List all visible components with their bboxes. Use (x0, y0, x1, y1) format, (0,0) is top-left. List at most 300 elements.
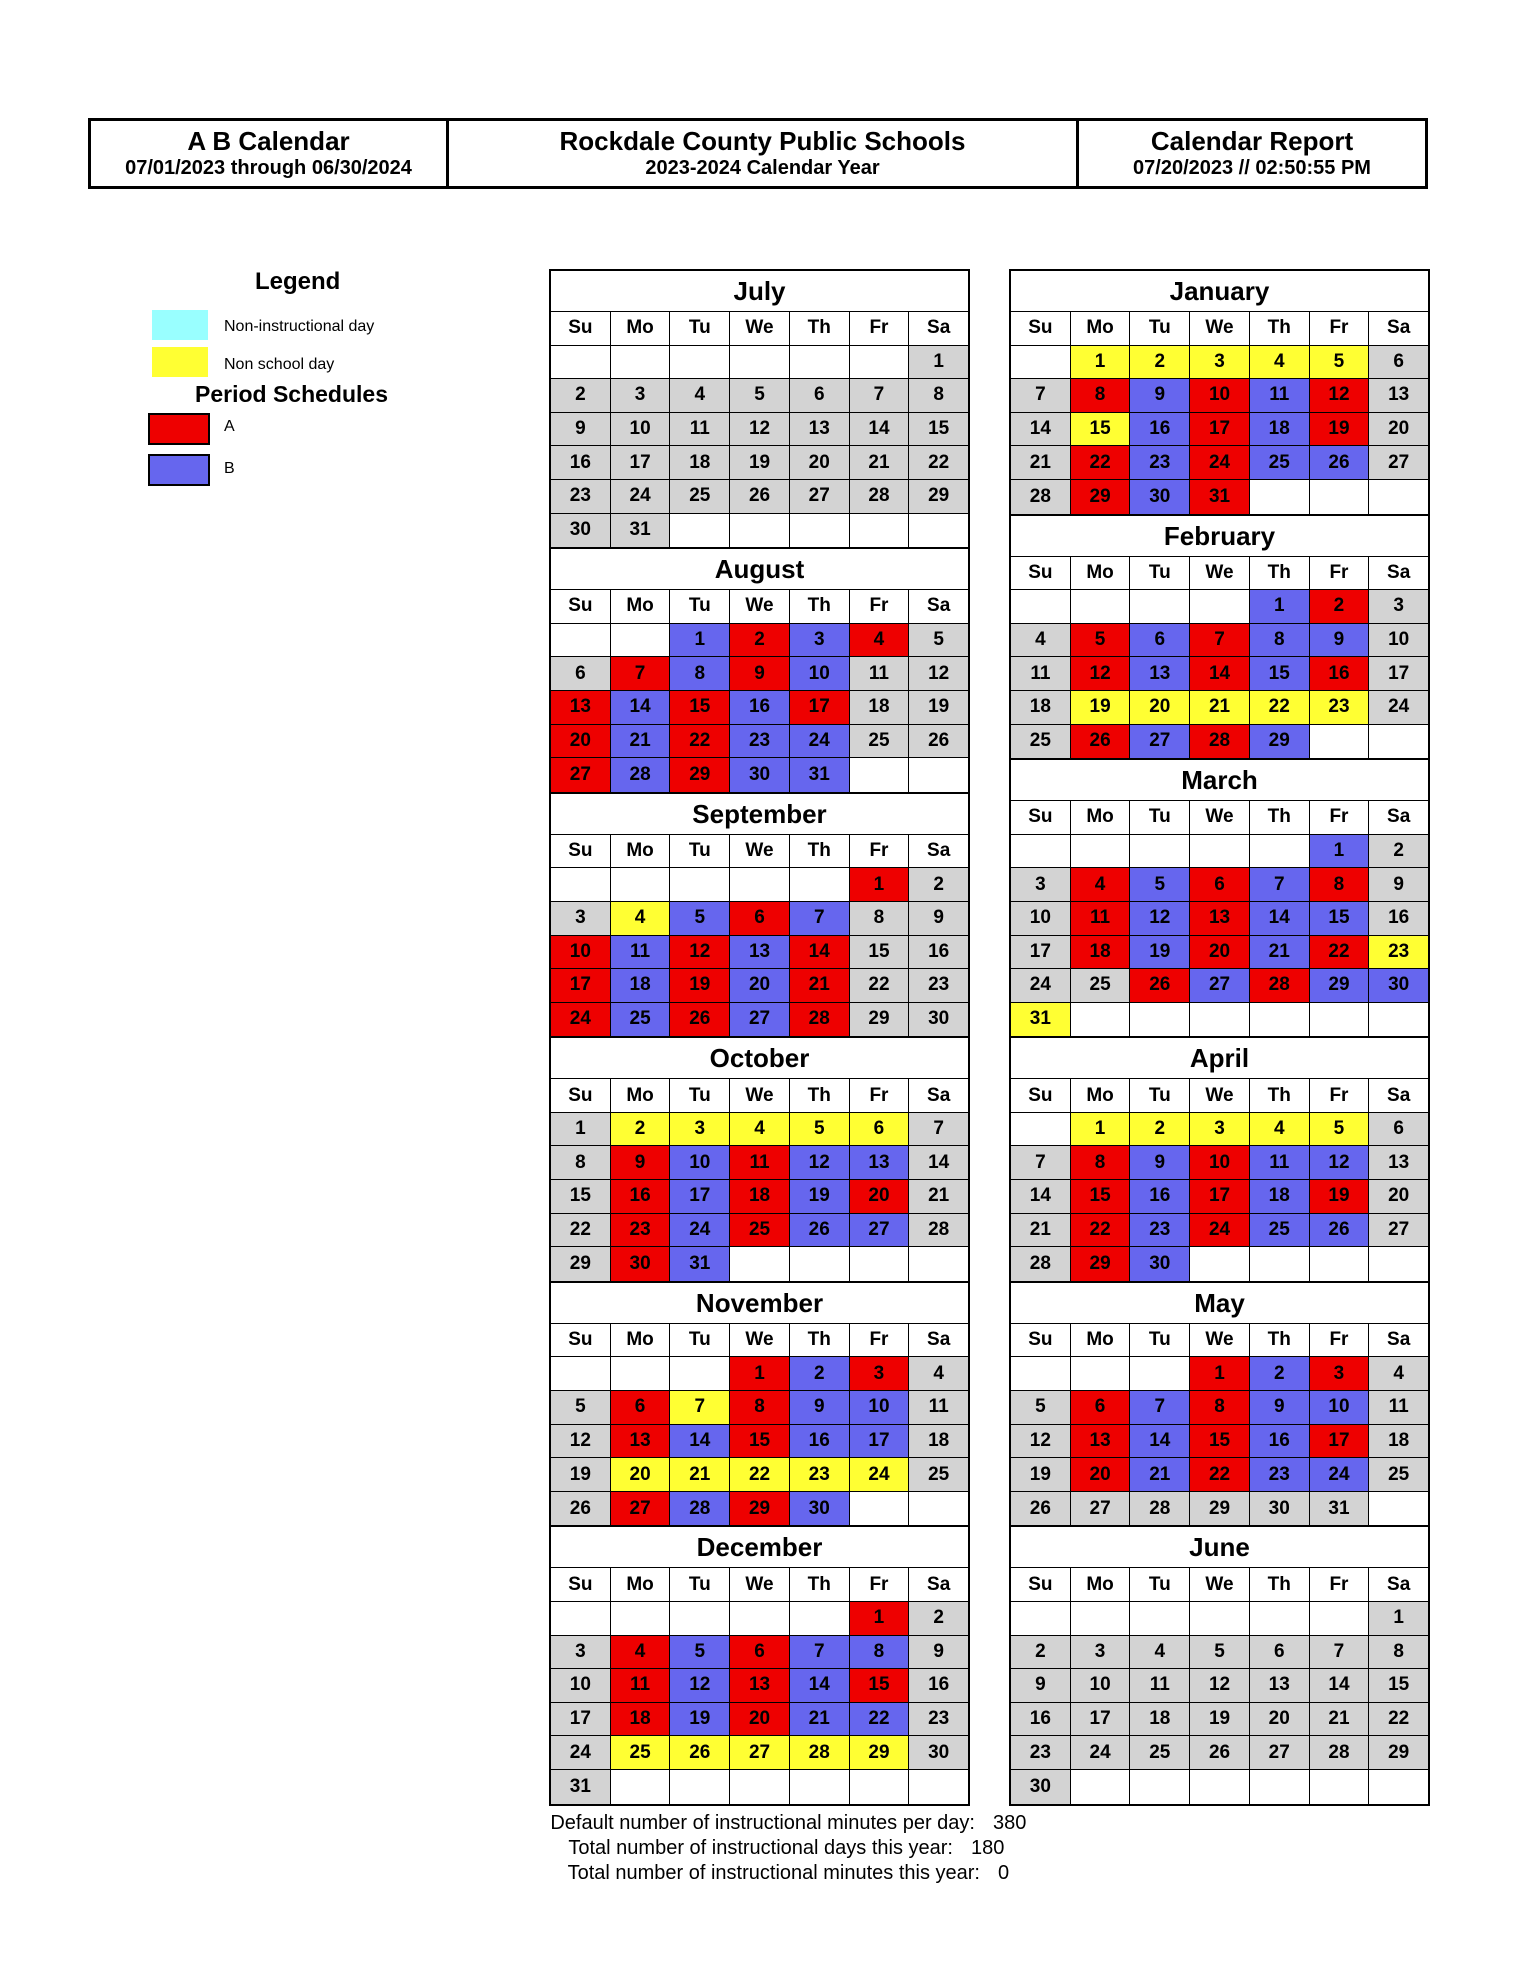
week-row (1011, 1425, 1428, 1459)
day-cell: 23 (909, 969, 968, 1003)
day-cell: 19 (1071, 691, 1131, 725)
weekday-label: Fr (850, 1324, 910, 1358)
day-cell: 22 (670, 725, 730, 759)
day-cell: 22 (909, 446, 968, 480)
day-cell: 12 (551, 1425, 611, 1459)
week-row (551, 1391, 968, 1425)
day-cell: 22 (1071, 446, 1131, 480)
empty-cell (790, 1602, 850, 1636)
day-cell: 17 (1190, 413, 1250, 447)
report-timestamp: 07/20/2023 // 02:50:55 PM (1133, 156, 1371, 179)
day-cell: 22 (850, 1703, 910, 1737)
day-cell: 5 (1071, 624, 1131, 658)
empty-cell (670, 1602, 730, 1636)
day-cell: 12 (1130, 902, 1190, 936)
empty-cell (730, 1770, 790, 1804)
weekday-header-row (1011, 1324, 1428, 1358)
week-row (1011, 868, 1428, 902)
week-row (551, 1669, 968, 1703)
day-cell: 24 (1190, 446, 1250, 480)
day-cell: 17 (551, 969, 611, 1003)
day-cell: 28 (670, 1492, 730, 1526)
day-cell: 26 (730, 480, 790, 514)
day-cell: 28 (1011, 1247, 1071, 1281)
weekday-label: Mo (1071, 1568, 1131, 1602)
day-cell: 3 (670, 1113, 730, 1147)
week-row (1011, 1391, 1428, 1425)
day-cell: 22 (1369, 1703, 1428, 1737)
empty-cell (611, 868, 671, 902)
empty-cell (1369, 725, 1428, 759)
day-cell: 25 (1250, 446, 1310, 480)
month-july (549, 269, 970, 547)
empty-cell (1190, 1770, 1250, 1804)
month-title: February (1011, 516, 1428, 557)
weekday-label: Fr (1310, 1568, 1370, 1602)
day-cell: 21 (909, 1180, 968, 1214)
period-schedules-title: Period Schedules (195, 381, 389, 407)
empty-cell (1011, 590, 1071, 624)
day-cell: 7 (1130, 1391, 1190, 1425)
weekday-header-row (1011, 1568, 1428, 1602)
day-cell: 27 (1250, 1736, 1310, 1770)
day-cell: 29 (551, 1247, 611, 1281)
day-cell: 7 (790, 902, 850, 936)
weekday-label: We (730, 590, 790, 624)
day-cell: 30 (790, 1492, 850, 1526)
week-row (551, 480, 968, 514)
day-cell: 11 (1369, 1391, 1428, 1425)
weekday-header-row (551, 312, 968, 346)
weekday-label: Tu (670, 1324, 730, 1358)
day-cell: 15 (1190, 1425, 1250, 1459)
weekday-label: Fr (1310, 1079, 1370, 1113)
district-name: Rockdale County Public Schools (559, 126, 966, 157)
empty-cell (670, 868, 730, 902)
day-cell: 7 (850, 379, 910, 413)
week-row (1011, 1146, 1428, 1180)
weekday-label: Sa (1369, 557, 1428, 591)
day-cell: 24 (670, 1214, 730, 1248)
day-cell: 13 (730, 936, 790, 970)
day-cell: 8 (850, 1636, 910, 1670)
weekday-label: Th (1250, 557, 1310, 591)
day-cell: 31 (551, 1770, 611, 1804)
week-row (1011, 936, 1428, 970)
day-cell: 16 (790, 1425, 850, 1459)
empty-cell (1071, 1602, 1131, 1636)
day-cell: 2 (1130, 346, 1190, 380)
day-cell: 8 (1190, 1391, 1250, 1425)
empty-cell (551, 868, 611, 902)
empty-cell (1310, 1247, 1370, 1281)
day-cell: 21 (611, 725, 671, 759)
month-title: January (1011, 271, 1428, 312)
day-cell: 3 (790, 624, 850, 658)
day-cell: 2 (1250, 1357, 1310, 1391)
weekday-label: Th (790, 1324, 850, 1358)
day-cell: 6 (1071, 1391, 1131, 1425)
weekday-label: Th (1250, 1079, 1310, 1113)
week-row (551, 657, 968, 691)
day-cell: 21 (1190, 691, 1250, 725)
day-cell: 16 (1310, 657, 1370, 691)
day-cell: 26 (909, 725, 968, 759)
day-cell: 15 (1369, 1669, 1428, 1703)
day-cell: 20 (551, 725, 611, 759)
day-cell: 21 (790, 1703, 850, 1737)
day-cell: 14 (1011, 413, 1071, 447)
day-cell: 15 (850, 1669, 910, 1703)
week-row (1011, 1636, 1428, 1670)
day-cell: 24 (850, 1458, 910, 1492)
schedule-a-swatch (148, 413, 210, 445)
weekday-label: Th (790, 835, 850, 869)
day-cell: 5 (670, 1636, 730, 1670)
day-cell: 6 (1190, 868, 1250, 902)
empty-cell (850, 1247, 910, 1281)
day-cell: 9 (551, 413, 611, 447)
day-cell: 10 (1071, 1669, 1131, 1703)
legend-title: Legend (255, 268, 341, 295)
weekday-label: Sa (909, 312, 968, 346)
day-cell: 20 (1071, 1458, 1131, 1492)
instructional-days-value: 180 (971, 1837, 1005, 1859)
week-row (1011, 1669, 1428, 1703)
report-title: Calendar Report (1150, 126, 1354, 157)
day-cell: 28 (790, 1003, 850, 1037)
weekday-label: Sa (1369, 1568, 1428, 1602)
day-cell: 29 (850, 1736, 910, 1770)
day-cell: 9 (790, 1391, 850, 1425)
day-cell: 23 (1250, 1458, 1310, 1492)
day-cell: 1 (551, 1113, 611, 1147)
day-cell: 8 (1071, 1146, 1131, 1180)
day-cell: 20 (611, 1458, 671, 1492)
week-row (1011, 1492, 1428, 1526)
week-row (1011, 1247, 1428, 1281)
week-row (1011, 346, 1428, 380)
day-cell: 24 (1369, 691, 1428, 725)
day-cell: 23 (730, 725, 790, 759)
weekday-label: Sa (1369, 1324, 1428, 1358)
day-cell: 9 (1011, 1669, 1071, 1703)
day-cell: 2 (730, 624, 790, 658)
day-cell: 8 (1071, 379, 1131, 413)
week-row (551, 936, 968, 970)
day-cell: 17 (1071, 1703, 1131, 1737)
day-cell: 26 (1071, 725, 1131, 759)
day-cell: 23 (1011, 1736, 1071, 1770)
day-cell: 20 (1250, 1703, 1310, 1737)
day-cell: 3 (1190, 1113, 1250, 1147)
weekday-header-row (1011, 312, 1428, 346)
weekday-label: Tu (1130, 801, 1190, 835)
day-cell: 10 (611, 413, 671, 447)
empty-cell (1011, 835, 1071, 869)
day-cell: 11 (850, 657, 910, 691)
week-row (551, 868, 968, 902)
weekday-label: Mo (611, 1079, 671, 1113)
day-cell: 18 (909, 1425, 968, 1459)
week-row (1011, 725, 1428, 759)
day-cell: 26 (1190, 1736, 1250, 1770)
empty-cell (1071, 1357, 1131, 1391)
day-cell: 21 (1250, 936, 1310, 970)
day-cell: 23 (1130, 446, 1190, 480)
day-cell: 21 (1310, 1703, 1370, 1737)
week-row (551, 969, 968, 1003)
day-cell: 27 (1190, 969, 1250, 1003)
day-cell: 12 (670, 1669, 730, 1703)
empty-cell (790, 1247, 850, 1281)
empty-cell (909, 514, 968, 548)
day-cell: 11 (611, 1669, 671, 1703)
day-cell: 24 (551, 1736, 611, 1770)
day-cell: 6 (730, 1636, 790, 1670)
empty-cell (551, 1602, 611, 1636)
day-cell: 6 (1369, 346, 1428, 380)
day-cell: 19 (1310, 1180, 1370, 1214)
month-september (549, 792, 970, 1037)
weekday-label: We (1190, 1079, 1250, 1113)
day-cell: 27 (1071, 1492, 1131, 1526)
week-row (551, 1146, 968, 1180)
day-cell: 2 (1369, 835, 1428, 869)
weekday-label: We (1190, 1324, 1250, 1358)
weekday-label: Tu (670, 312, 730, 346)
week-row (1011, 1602, 1428, 1636)
day-cell: 21 (790, 969, 850, 1003)
non-school-swatch (152, 347, 208, 377)
non-instructional-swatch (152, 310, 208, 340)
weekday-label: Fr (1310, 801, 1370, 835)
empty-cell (1011, 346, 1071, 380)
day-cell: 27 (730, 1003, 790, 1037)
month-february (1009, 514, 1430, 759)
empty-cell (850, 1492, 910, 1526)
empty-cell (790, 1770, 850, 1804)
calendar-title: A B Calendar (187, 126, 350, 157)
header-report-info (1079, 121, 1425, 186)
empty-cell (1310, 725, 1370, 759)
day-cell: 13 (1190, 902, 1250, 936)
day-cell: 7 (611, 657, 671, 691)
day-cell: 24 (551, 1003, 611, 1037)
day-cell: 8 (730, 1391, 790, 1425)
month-title: August (551, 549, 968, 590)
week-row (551, 758, 968, 792)
day-cell: 28 (850, 480, 910, 514)
weekday-header-row (551, 835, 968, 869)
week-row (1011, 590, 1428, 624)
day-cell: 18 (1250, 413, 1310, 447)
empty-cell (909, 1492, 968, 1526)
day-cell: 23 (1310, 691, 1370, 725)
empty-cell (670, 346, 730, 380)
day-cell: 5 (1310, 1113, 1370, 1147)
month-title: March (1011, 760, 1428, 801)
empty-cell (790, 346, 850, 380)
day-cell: 26 (1011, 1492, 1071, 1526)
weekday-label: Mo (611, 590, 671, 624)
minutes-per-day-label: Default number of instructional minutes per day: (550, 1812, 975, 1834)
weekday-label: Su (551, 1568, 611, 1602)
day-cell: 12 (670, 936, 730, 970)
month-title: September (551, 794, 968, 835)
day-cell: 20 (1130, 691, 1190, 725)
day-cell: 16 (730, 691, 790, 725)
day-cell: 29 (1250, 725, 1310, 759)
empty-cell (1190, 1602, 1250, 1636)
month-title: April (1011, 1038, 1428, 1079)
day-cell: 7 (1011, 379, 1071, 413)
day-cell: 11 (1130, 1669, 1190, 1703)
weekday-label: Mo (1071, 801, 1131, 835)
day-cell: 25 (611, 1003, 671, 1037)
week-row (1011, 413, 1428, 447)
day-cell: 16 (1130, 1180, 1190, 1214)
day-cell: 17 (1369, 657, 1428, 691)
day-cell: 14 (670, 1425, 730, 1459)
day-cell: 20 (1190, 936, 1250, 970)
week-row (551, 1357, 968, 1391)
weekday-label: Tu (670, 1079, 730, 1113)
empty-cell (1011, 1357, 1071, 1391)
empty-cell (670, 514, 730, 548)
empty-cell (1310, 1003, 1370, 1037)
month-january (1009, 269, 1430, 514)
day-cell: 16 (611, 1180, 671, 1214)
day-cell: 30 (1369, 969, 1428, 1003)
day-cell: 17 (1310, 1425, 1370, 1459)
day-cell: 30 (1250, 1492, 1310, 1526)
day-cell: 27 (551, 758, 611, 792)
day-cell: 22 (1190, 1458, 1250, 1492)
day-cell: 28 (1011, 480, 1071, 514)
empty-cell (551, 624, 611, 658)
week-row (551, 379, 968, 413)
day-cell: 25 (850, 725, 910, 759)
day-cell: 18 (850, 691, 910, 725)
day-cell: 21 (850, 446, 910, 480)
day-cell: 26 (1310, 1214, 1370, 1248)
day-cell: 27 (1130, 725, 1190, 759)
weekday-label: Tu (670, 835, 730, 869)
week-row (1011, 1458, 1428, 1492)
weekday-label: Th (1250, 1568, 1310, 1602)
day-cell: 28 (1130, 1492, 1190, 1526)
day-cell: 11 (1011, 657, 1071, 691)
day-cell: 15 (670, 691, 730, 725)
day-cell: 3 (1369, 590, 1428, 624)
day-cell: 24 (1011, 969, 1071, 1003)
weekday-header-row (551, 1568, 968, 1602)
week-row (1011, 1703, 1428, 1737)
weekday-header-row (551, 1324, 968, 1358)
day-cell: 19 (670, 1703, 730, 1737)
weekday-label: Su (1011, 1324, 1071, 1358)
day-cell: 31 (790, 758, 850, 792)
day-cell: 5 (909, 624, 968, 658)
day-cell: 9 (1250, 1391, 1310, 1425)
day-cell: 18 (670, 446, 730, 480)
day-cell: 26 (670, 1003, 730, 1037)
day-cell: 21 (1011, 446, 1071, 480)
weekday-label: Th (790, 1568, 850, 1602)
day-cell: 14 (1130, 1425, 1190, 1459)
weekday-label: Fr (850, 835, 910, 869)
empty-cell (1310, 1770, 1370, 1804)
empty-cell (730, 868, 790, 902)
day-cell: 19 (730, 446, 790, 480)
day-cell: 1 (1190, 1357, 1250, 1391)
day-cell: 15 (551, 1180, 611, 1214)
empty-cell (1190, 835, 1250, 869)
week-row (551, 1602, 968, 1636)
weekday-label: Su (551, 1324, 611, 1358)
instructional-minutes-label: Total number of instructional minutes this year: (567, 1862, 980, 1884)
day-cell: 16 (1369, 902, 1428, 936)
empty-cell (1250, 835, 1310, 869)
day-cell: 28 (1310, 1736, 1370, 1770)
week-row (1011, 1736, 1428, 1770)
day-cell: 25 (730, 1214, 790, 1248)
day-cell: 22 (730, 1458, 790, 1492)
week-row (551, 1703, 968, 1737)
day-cell: 13 (790, 413, 850, 447)
day-cell: 4 (909, 1357, 968, 1391)
day-cell: 6 (1369, 1113, 1428, 1147)
day-cell: 18 (1369, 1425, 1428, 1459)
weekday-label: Mo (1071, 1079, 1131, 1113)
weekday-label: Mo (611, 835, 671, 869)
week-row (551, 1458, 968, 1492)
day-cell: 10 (551, 1669, 611, 1703)
day-cell: 7 (790, 1636, 850, 1670)
day-cell: 31 (611, 514, 671, 548)
day-cell: 30 (551, 514, 611, 548)
day-cell: 14 (611, 691, 671, 725)
empty-cell (1130, 835, 1190, 869)
day-cell: 11 (670, 413, 730, 447)
day-cell: 11 (909, 1391, 968, 1425)
day-cell: 26 (1310, 446, 1370, 480)
day-cell: 12 (1190, 1669, 1250, 1703)
weekday-label: Mo (1071, 557, 1131, 591)
day-cell: 23 (611, 1214, 671, 1248)
footer-line-days (440, 1836, 1080, 1861)
day-cell: 15 (909, 413, 968, 447)
empty-cell (1369, 480, 1428, 514)
month-june (1009, 1525, 1430, 1805)
day-cell: 31 (1310, 1492, 1370, 1526)
weekday-label: We (1190, 1568, 1250, 1602)
day-cell: 9 (909, 902, 968, 936)
day-cell: 13 (1369, 1146, 1428, 1180)
day-cell: 9 (1130, 379, 1190, 413)
day-cell: 1 (670, 624, 730, 658)
week-row (1011, 657, 1428, 691)
empty-cell (909, 1247, 968, 1281)
day-cell: 9 (909, 1636, 968, 1670)
day-cell: 4 (1369, 1357, 1428, 1391)
weekday-header-row (1011, 1079, 1428, 1113)
day-cell: 10 (670, 1146, 730, 1180)
day-cell: 22 (1071, 1214, 1131, 1248)
week-row (551, 902, 968, 936)
week-row (1011, 1770, 1428, 1804)
